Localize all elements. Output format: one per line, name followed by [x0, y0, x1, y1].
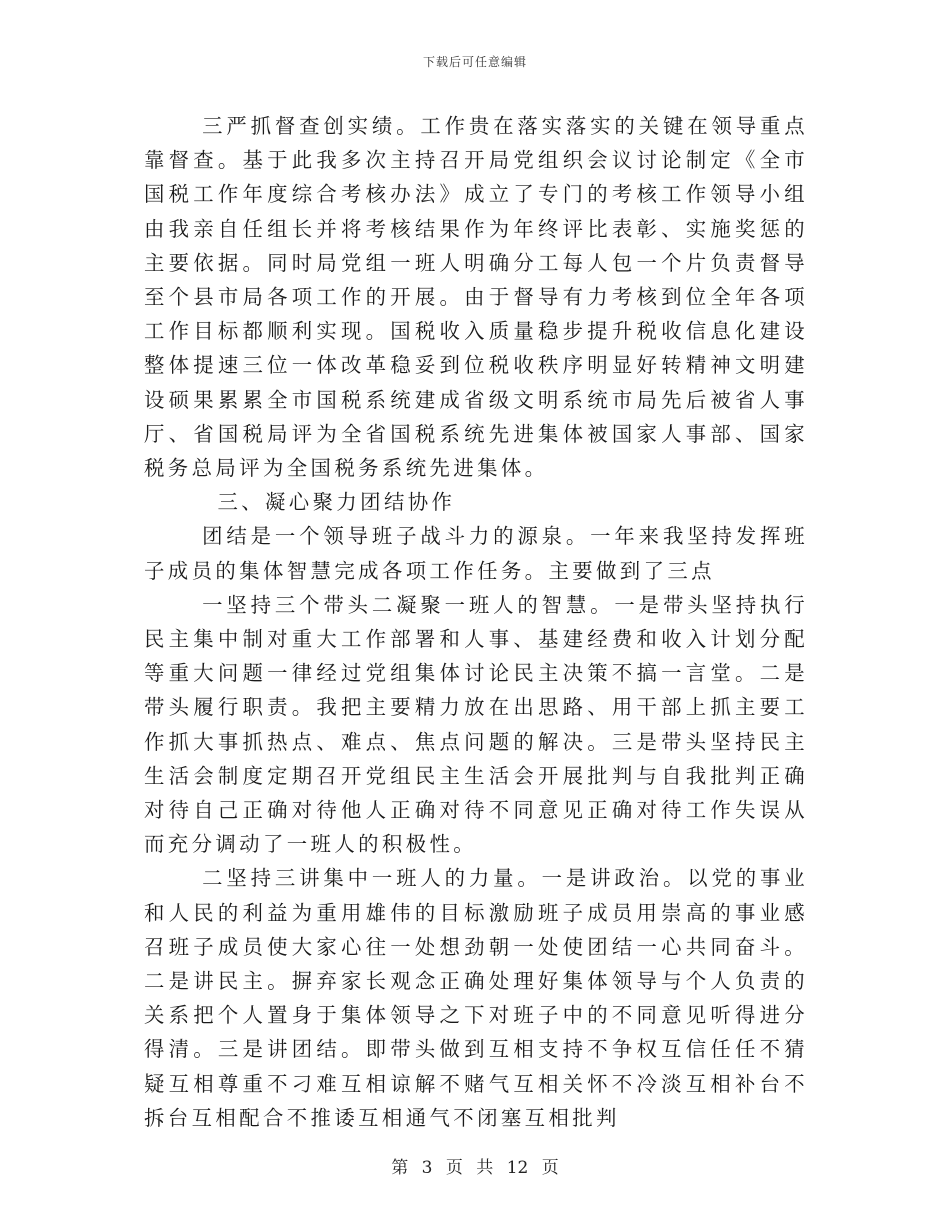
footer-page-unit: 页 [445, 1158, 463, 1178]
section-heading-unity: 三、凝心聚力团结协作 [217, 490, 456, 515]
page-header: 下载后可任意编辑 [422, 55, 527, 69]
footer-page-label: 第 [391, 1158, 409, 1178]
paragraph-three-leads: 一坚持三个带头二凝聚一班人的智慧。一是带头坚持执行民主集中制对重大工作部署和人事、基建经费和收入计划分配等重大问题一律经过党组集体讨论民主决策不搞一言堂。二是带头履行职责。我把主要精力放在出思路、用干部上抓主要工作抓大事抓热点、难点、焦点问题的解决。三是带头坚持民主生活会制度定期召开党组民主生活会开展批判与自我批判正确对待自己正确对待他人正确对待不同意见正确对待工作失误从而充分调动了一班人的积极性。 [144, 592, 808, 857]
document-body [144, 109, 808, 1135]
paragraph-three-talks: 二坚持三讲集中一班人的力量。一是讲政治。以党的事业和人民的利益为重用雄伟的目标激励班子成员用崇高的事业感召班子成员使大家心往一处想劲朝一处使团结一心共同奋斗。二是讲民主。摒弃家长观念正确处理好集体领导与个人负责的关系把个人置身于集体领导之下对班子中的不同意见听得进分得清。三是讲团结。即带头做到互相支持不争权互信任任不猜疑互相尊重不刁难互相谅解不赌气互相关怀不冷淡互相补台不拆台互相配合不推诿互相通气不闭塞互相批判 [144, 866, 808, 1130]
footer-page-number: 3 [421, 1158, 433, 1178]
page-footer [0, 1153, 950, 1178]
footer-total-unit: 页 [541, 1158, 559, 1178]
paragraph-unity-intro: 团结是一个领导班子战斗力的源泉。一年来我坚持发挥班子成员的集体智慧完成各项工作任务。主要做到了三点 [144, 524, 808, 583]
paragraph-supervision: 三严抓督查创实绩。工作贵在落实落实的关键在领导重点靠督查。基于此我多次主持召开局党组织会议讨论制定《全市国税工作年度综合考核办法》成立了专门的考核工作领导小组由我亲自任组长并将考核结果作为年终评比表彰、实施奖惩的主要依据。同时局党组一班人明确分工每人包一个片负责督导至个县市局各项工作的开展。由于督导有力考核到位全年各项工作目标都顺利实现。国税收入质量稳步提升税收信息化建设整体提速三位一体改革稳妥到位税收秩序明显好转精神文明建设硕果累累全市国税系统建成省级文明系统市局先后被省人事厅、省国税局评为全省国税系统先进集体被国家人事部、国家税务总局评为全国税务系统先进集体。 [144, 114, 808, 481]
footer-total-pages: 12 [506, 1158, 529, 1178]
footer-total-label: 共 [476, 1158, 494, 1178]
